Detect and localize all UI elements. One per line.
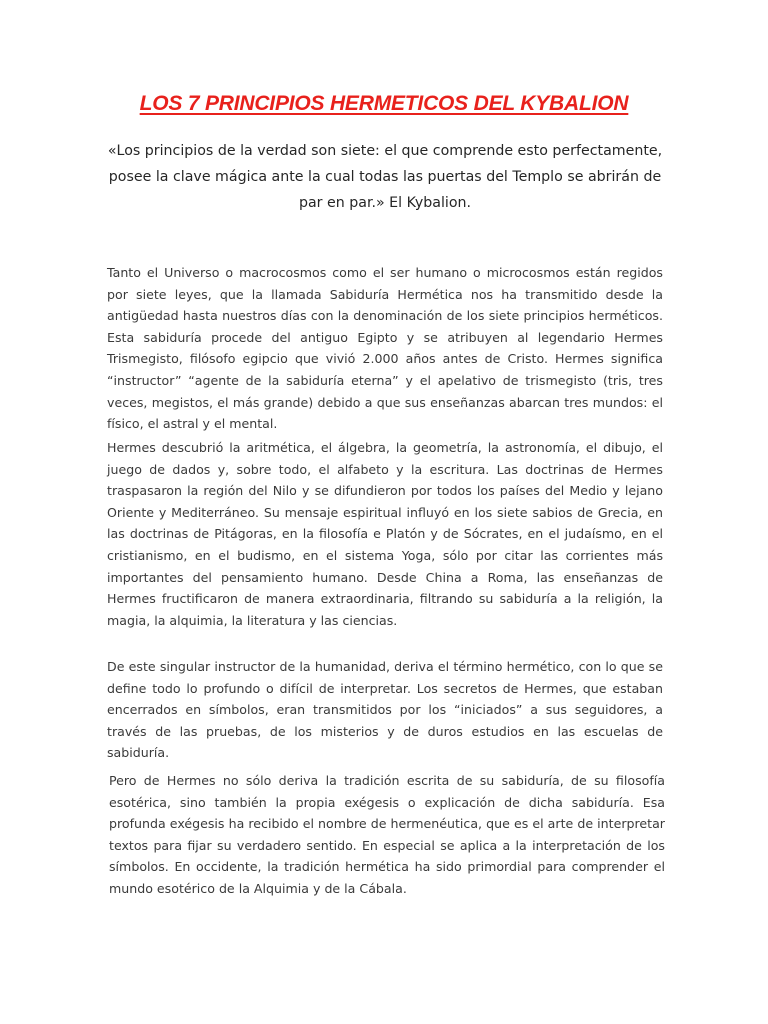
paragraph-text: De este singular instructor de la humanidad, deriva el término hermético, con lo que se define todo lo profundo o difícil de interpretar. Los secretos de Hermes, que estaban encerrados en símbolos, eran transmitidos por los “iniciados” a sus seguidores, a través de las pruebas, de los misterios y de duros estudios en las escuelas de sabiduría. bbox=[107, 659, 663, 761]
opening-quote: «Los principios de la verdad son siete: el que comprende esto perfectamente, posee la clave mágica ante la cual todas las puertas del Templo se abrirán de par en par.» El Kybalion. bbox=[107, 143, 663, 211]
paragraph-text: Pero de Hermes no sólo deriva la tradición escrita de su sabiduría, de su filosofía esotérica, sino también la propia exégesis o explicación de dicha sabiduría. Esa profunda exégesis ha recibido el nombre de hermenéutica, que es el arte de interpretar textos para fijar su verdadero sentido. En especial se aplica a la interpretación de los símbolos. En occidente, la tradición hermética ha sido primordial para comprender el mundo esotérico de la Alquimia y de la Cábala. bbox=[109, 773, 665, 896]
body-paragraph-1 bbox=[107, 262, 663, 435]
body-paragraph-2 bbox=[107, 437, 663, 631]
paragraph-text: Hermes descubrió la aritmética, el álgebra, la geometría, la astronomía, el dibujo, el juego de dados y, sobre todo, el alfabeto y la escritura. Las doctrinas de Hermes traspasaron la región del Nilo y se difundieron por todos los países del Medio y lejano Oriente y Mediterráneo. Su mensaje espiritual influyó en los siete sabios de Grecia, en las doctrinas de Pitágoras, en la filosofía e Platón y de Sócrates, en el judaísmo, en el cristianismo, en el budismo, en el sistema Yoga, sólo por citar las corrientes más importantes del pensamiento humano. Desde China a Roma, las enseñanzas de Hermes fructificaron de manera extraordinaria, filtrando su sabiduría a la religión, la magia, la alquimia, la literatura y las ciencias. bbox=[107, 440, 663, 628]
body-paragraph-4 bbox=[109, 770, 665, 900]
paragraph-text: Tanto el Universo o macrocosmos como el ser humano o microcosmos están regidos por siete leyes, que la llamada Sabiduría Hermética nos ha transmitido desde la antigüedad hasta nuestros días con la denominación de los siete principios herméticos. Esta sabiduría procede del antiguo Egipto y se atribuyen al legendario Hermes Trismegisto, filósofo egipcio que vivió 2.000 años antes de Cristo. Hermes significa “instructor” “agente de la sabiduría eterna” y el apelativo de trismegisto (tris, tres veces, megistos, el más grande) debido a que sus enseñanzas abarcan tres mundos: el físico, el astral y el mental. bbox=[107, 265, 663, 432]
document-title: LOS 7 PRINCIPIOS HERMETICOS DEL KYBALION bbox=[139, 92, 629, 115]
body-paragraph-3 bbox=[107, 656, 663, 764]
